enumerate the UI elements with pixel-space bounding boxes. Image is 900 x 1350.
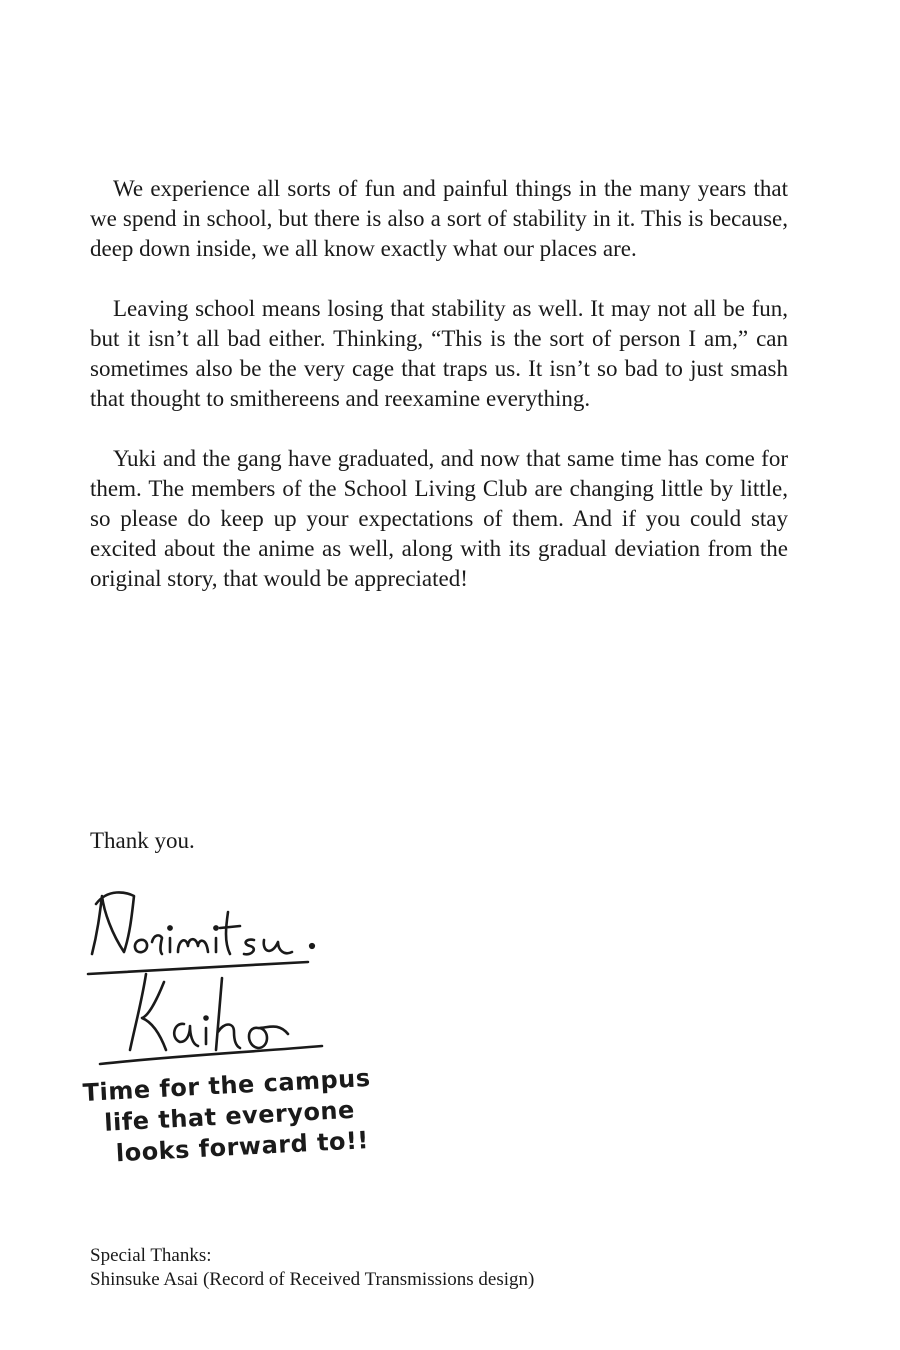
author-signature — [82, 882, 332, 1068]
handwritten-line-2: life that everyone — [103, 1095, 356, 1137]
afterword-body — [90, 174, 788, 624]
signature-drawing — [82, 882, 332, 1068]
special-thanks-credit: Shinsuke Asai (Record of Received Transmissions design) — [90, 1269, 535, 1290]
paragraph-1: We experience all sorts of fun and painful things in the many years that we spend in school, but there is also a sort of stability in it. This is because, deep down inside, we all know exactly what our places are. — [90, 176, 788, 261]
special-thanks — [90, 1244, 534, 1292]
paragraph-2: Leaving school means losing that stability as well. It may not all be fun, but it isn’t all bad either. Thinking, “This is the sort of person I am,” can sometimes also be the very cage that traps us. It isn’t so bad to just smash that thought to smithereens and reexamine everything. — [90, 296, 788, 411]
special-thanks-heading: Special Thanks: — [90, 1245, 212, 1266]
handwritten-message — [82, 1061, 416, 1171]
paragraph-3: Yuki and the gang have graduated, and now that same time has come for them. The members of the School Living Club are changing little by little, so please do keep up your expectations of them. And if you could stay excited about the anime as well, along with its gradual deviation from the original story, that would be appreciated! — [90, 446, 788, 591]
handwritten-line-1: Time for the campus — [82, 1063, 372, 1107]
closing-line: Thank you. — [90, 828, 195, 853]
handwritten-line-3: looks forward to!! — [115, 1126, 370, 1168]
